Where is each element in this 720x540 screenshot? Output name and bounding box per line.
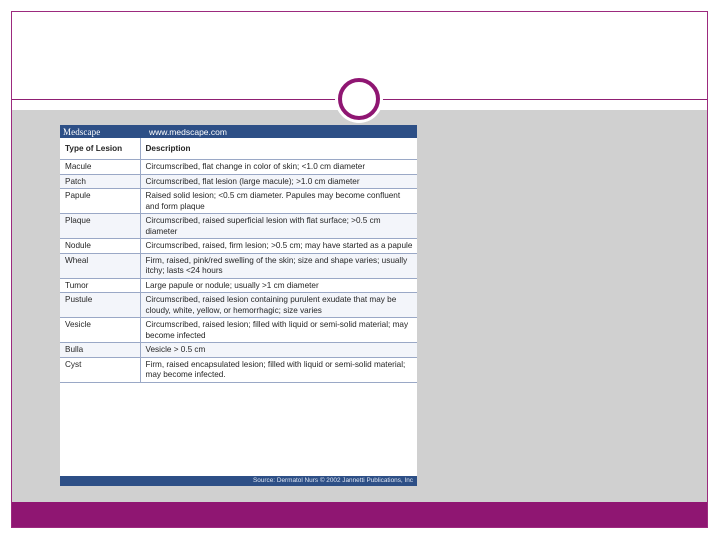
lesion-type-cell: Bulla bbox=[60, 343, 140, 358]
lesion-type-cell: Macule bbox=[60, 160, 140, 175]
source-caption: Source: Dermatol Nurs © 2002 Jannetti Publications, Inc bbox=[60, 476, 417, 486]
table-row bbox=[60, 239, 417, 254]
table-row bbox=[60, 214, 417, 239]
lesion-type-cell: Nodule bbox=[60, 239, 140, 254]
lesion-description-cell: Circumscribed, raised, firm lesion; >0.5 cm; may have started as a papule bbox=[140, 239, 417, 254]
table-row bbox=[60, 343, 417, 358]
column-header-description: Description bbox=[140, 138, 417, 160]
circle-ornament bbox=[338, 78, 380, 120]
table-row bbox=[60, 160, 417, 175]
lesion-type-cell: Pustule bbox=[60, 293, 140, 318]
lesion-type-cell: Wheal bbox=[60, 253, 140, 278]
brand-bar bbox=[60, 125, 417, 138]
lesion-description-cell: Circumscribed, raised lesion; filled with liquid or semi-solid material; may become infected bbox=[140, 318, 417, 343]
table-row bbox=[60, 253, 417, 278]
lesion-description-cell: Large papule or nodule; usually >1 cm diameter bbox=[140, 278, 417, 293]
lesion-description-cell: Firm, raised encapsulated lesion; filled with liquid or semi-solid material; may become infected. bbox=[140, 357, 417, 382]
lesion-description-cell: Circumscribed, raised superficial lesion with flat surface; >0.5 cm diameter bbox=[140, 214, 417, 239]
table-header-row bbox=[60, 138, 417, 160]
lesion-type-cell: Vesicle bbox=[60, 318, 140, 343]
table-row bbox=[60, 318, 417, 343]
lesion-description-cell: Vesicle > 0.5 cm bbox=[140, 343, 417, 358]
lesion-table-image bbox=[60, 125, 417, 486]
table-row bbox=[60, 278, 417, 293]
lesion-type-cell: Papule bbox=[60, 189, 140, 214]
lesion-description-cell: Firm, raised, pink/red swelling of the skin; size and shape varies; usually itchy; lasts <24 hours bbox=[140, 253, 417, 278]
lesion-description-cell: Circumscribed, flat change in color of skin; <1.0 cm diameter bbox=[140, 160, 417, 175]
table-row bbox=[60, 189, 417, 214]
lesion-type-cell: Cyst bbox=[60, 357, 140, 382]
lesion-description-cell: Raised solid lesion; <0.5 cm diameter. Papules may become confluent and form plaque bbox=[140, 189, 417, 214]
lesion-description-cell: Circumscribed, flat lesion (large macule); >1.0 cm diameter bbox=[140, 174, 417, 189]
column-header-type: Type of Lesion bbox=[60, 138, 140, 160]
table-row bbox=[60, 293, 417, 318]
footer-band bbox=[12, 502, 707, 527]
lesion-description-cell: Circumscribed, raised lesion containing purulent exudate that may be cloudy, white, yellow, or hemorrhagic; size varies bbox=[140, 293, 417, 318]
brand-url: www.medscape.com bbox=[149, 126, 227, 137]
lesion-type-cell: Patch bbox=[60, 174, 140, 189]
lesion-table bbox=[60, 138, 417, 383]
lesion-type-cell: Tumor bbox=[60, 278, 140, 293]
lesion-type-cell: Plaque bbox=[60, 214, 140, 239]
medscape-logo: Medscape bbox=[63, 126, 101, 137]
table-row bbox=[60, 357, 417, 382]
table-row bbox=[60, 174, 417, 189]
